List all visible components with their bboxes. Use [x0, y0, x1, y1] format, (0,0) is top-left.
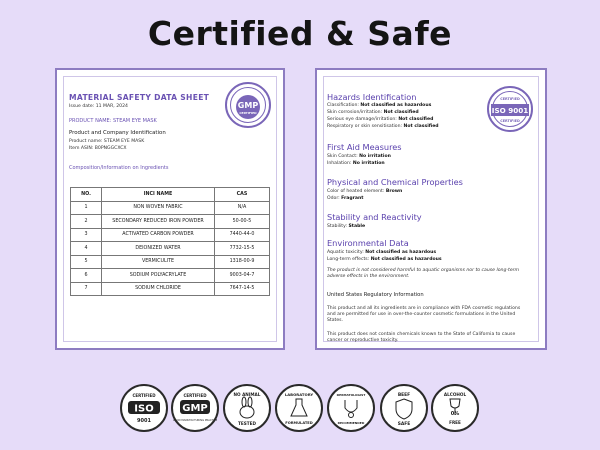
badge-top-text: BEEF [397, 393, 411, 398]
hazards-heading: Hazards Identification [327, 92, 417, 102]
physical-line: Color of heated element: Brown [327, 189, 403, 194]
alcohol-free-icon [431, 384, 479, 432]
header-inci: INCI NAME [102, 188, 215, 202]
row-cas: 1318-00-9 [215, 255, 270, 269]
product-name-line: Product name: STEAM EYE MASK [69, 139, 145, 144]
badge-bottom-text: 9001 [137, 418, 151, 424]
composition-heading: Composition/Information on Ingredients [69, 165, 169, 171]
first-aid-line: Inhalation: No irritation [327, 161, 385, 166]
physical-heading: Physical and Chemical Properties [327, 177, 463, 187]
row-name: NON WOVEN FABRIC [102, 201, 215, 215]
table-row [71, 215, 270, 229]
environmental-line: Long-term effects: Not classified as hazardous [327, 257, 442, 262]
gmp-seal-sub: CERTIFIED [239, 111, 257, 115]
table-row [71, 228, 270, 242]
regulatory-paragraph-2: This product does not contain chemicals known to the State of California to cause cancer or reproductive toxicity. [327, 332, 516, 344]
asin-line: Item ASIN: B0PNGGCXCX [69, 146, 127, 151]
row-name: VERMICULITE [102, 255, 215, 269]
msds-document-card [55, 68, 285, 350]
header-no: NO. [71, 188, 102, 202]
bunny-icon [223, 384, 271, 432]
badge-top-text: LABORATORY [284, 392, 314, 397]
row-cas: 7647-14-5 [215, 282, 270, 296]
first-aid-line: Skin Contact: No irritation [327, 154, 391, 159]
flask-icon [275, 384, 323, 432]
certification-badges-row [0, 384, 600, 444]
gmp-badge-icon [171, 384, 219, 432]
row-no: 1 [71, 201, 102, 215]
row-name: SECONDARY REDUCED IRON POWDER [102, 215, 215, 229]
product-name-heading: PRODUCT NAME: STEAM EYE MASK [69, 118, 157, 124]
row-no: 6 [71, 269, 102, 283]
header-cas: CAS [215, 188, 270, 202]
row-name: SODIUM POLYACRYLATE [102, 269, 215, 283]
badge-top-text: NO ANIMAL [233, 392, 261, 397]
table-header-row [71, 188, 270, 202]
row-no: 5 [71, 255, 102, 269]
gmp-seal-text: GMP [237, 101, 259, 110]
environmental-line: Aquatic toxicity: Not classified as hazardous [327, 250, 437, 255]
stability-heading: Stability and Reactivity [327, 212, 422, 222]
shield-icon [380, 384, 428, 432]
dermatologist-icon [327, 384, 375, 432]
iso-seal [487, 86, 533, 132]
badge-bottom-text: FREE [449, 420, 461, 425]
iso-seal-top: CERTIFIED [500, 97, 520, 101]
environmental-heading: Environmental Data [327, 238, 409, 248]
badge-top-text: CERTIFIED [132, 393, 156, 398]
badge-bottom-text: TESTED [238, 421, 256, 426]
sheet-title: MATERIAL SAFETY DATA SHEET [69, 93, 210, 102]
table-row [71, 201, 270, 215]
gmp-seal [225, 82, 271, 128]
row-name: ACTIVATED CARBON POWDER [102, 228, 215, 242]
section-identification: Product and Company Identification [69, 130, 166, 136]
row-cas: 9003-04-7 [215, 269, 270, 283]
table-row [71, 255, 270, 269]
first-aid-heading: First Aid Measures [327, 142, 402, 152]
badge-center-text: 0% [450, 411, 460, 417]
badge-top-text: CERTIFIED [183, 393, 207, 398]
hazard-line: Respiratory or skin sensitisation: Not classified [327, 124, 439, 129]
hazard-line: Serious eye damage/irritation: Not classified [327, 117, 434, 122]
badge-top-text: ALCOHOL [443, 392, 467, 397]
row-cas: N/A [215, 201, 270, 215]
badge-bottom-text: FORMULATED [285, 421, 313, 425]
table-row [71, 242, 270, 256]
row-name: SODIUM CHLORIDE [102, 282, 215, 296]
row-no: 3 [71, 228, 102, 242]
row-name: DEIONIZED WATER [102, 242, 215, 256]
badge-bottom-text: GOOD MANUFACTURING PRACTICE [173, 419, 217, 422]
iso-seal-bottom: CERTIFIED [500, 119, 520, 123]
row-no: 7 [71, 282, 102, 296]
row-cas: 50-00-5 [215, 215, 270, 229]
row-cas: 7732-15-5 [215, 242, 270, 256]
row-no: 2 [71, 215, 102, 229]
page-title: Certified & Safe [147, 14, 453, 53]
badge-bottom-text: SAFE [397, 422, 411, 427]
issue-date: Issue date: 11 MAR, 2024 [69, 104, 128, 109]
table-row [71, 282, 270, 296]
iso-badge-icon [120, 384, 168, 432]
regulatory-heading: United States Regulatory Information [327, 292, 424, 298]
row-cas: 7440-44-0 [215, 228, 270, 242]
physical-line: Odor: Fragrant [327, 196, 364, 201]
stability-line: Stability: Stable [327, 224, 366, 229]
ingredients-table [70, 187, 270, 296]
badge-center-text: GMP [182, 403, 208, 414]
hazard-line: Classification: Not classified as hazardous [327, 103, 432, 108]
badge-top-text: DERMATOLOGIST [336, 393, 366, 397]
table-row [71, 269, 270, 283]
safety-info-card [315, 68, 547, 350]
iso-seal-text: ISO 9001 [491, 105, 529, 115]
badge-center-text: ISO [134, 403, 154, 415]
badge-bottom-text: RECOMMENDED [337, 421, 365, 425]
row-no: 4 [71, 242, 102, 256]
environment-note: The product is not considered harmful to aquatic organisms nor to cause long-term adverse effects in the environment. [327, 268, 520, 280]
regulatory-paragraph-1: This product and all its ingredients are in compliance with FDA cosmetic regulations and are permitted for use in over-the-counter cosmetic formulations in the United States. [327, 306, 521, 324]
hazard-line: Skin corrosion/irritation: Not classified [327, 110, 419, 115]
